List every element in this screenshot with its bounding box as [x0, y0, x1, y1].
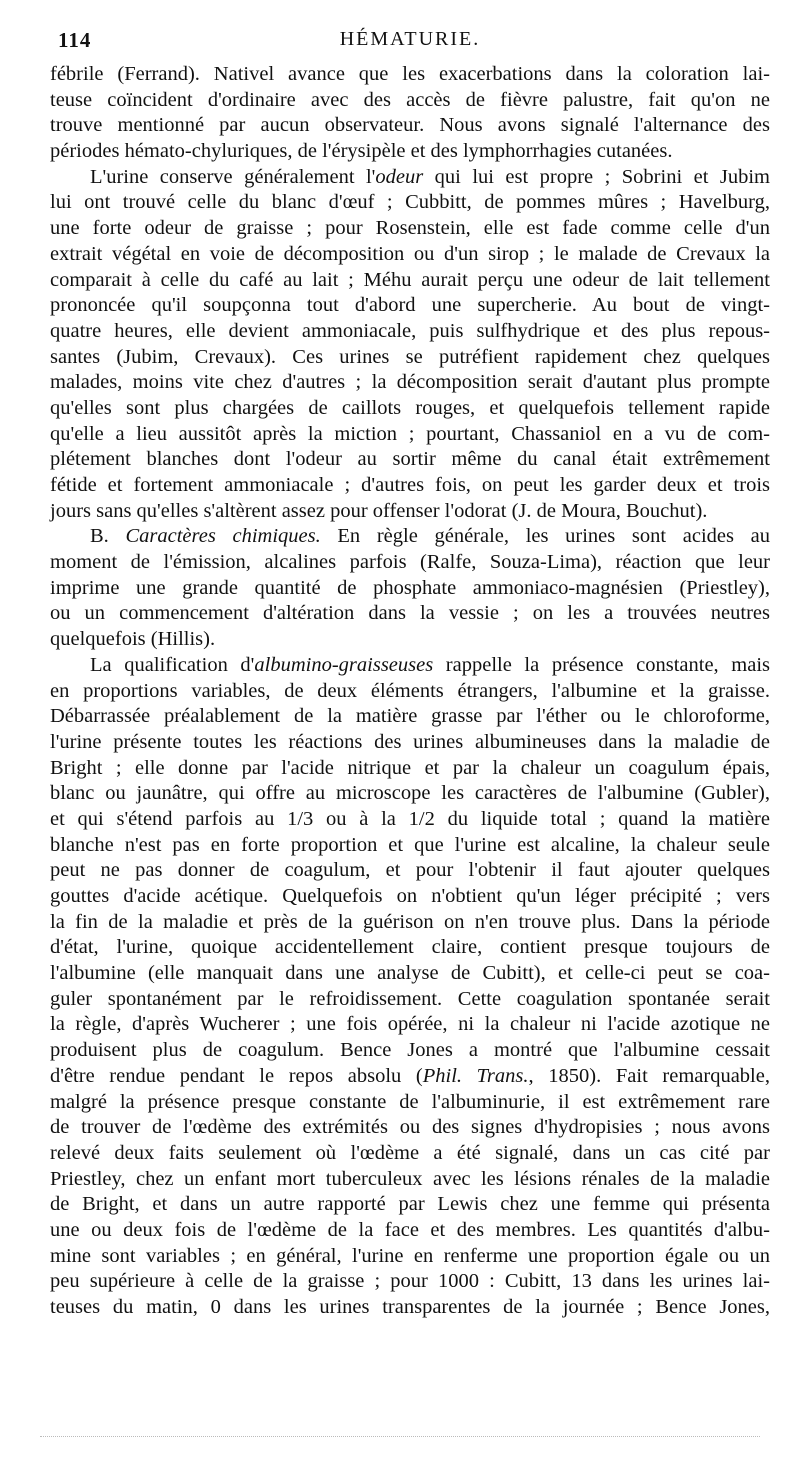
text-line — [50, 1244, 770, 1270]
line-text: d'être rendue pendant le repos absolu ( — [50, 1064, 423, 1087]
text-line — [50, 473, 770, 499]
line-text: peut ne pas donner de coagulum, et pour l'obtenir il faut ajouter quelques — [50, 859, 770, 882]
line-text: prononcée qu'il soupçonna tout d'abord une supercherie. Au bout de vingt- — [50, 294, 770, 317]
text-line — [50, 1141, 770, 1167]
italic-text: albumino-graisseuses — [254, 653, 434, 676]
line-text: fébrile (Ferrand). Nativel avance que les exacerbations dans la coloration lai- — [50, 63, 770, 85]
line-text: malades, moins vite chez d'autres ; la décomposition serait d'autant plus prompte — [50, 371, 770, 394]
text-line — [50, 576, 770, 602]
line-text: jours sans qu'elles s'altèrent assez pour offenser l'odorat (J. de Moura, Bouchut). — [50, 499, 708, 522]
text-line — [50, 1012, 770, 1038]
text-line — [50, 113, 770, 139]
line-text: qu'elles sont plus chargées de caillots rouges, et quelquefois tellement rapide — [50, 396, 770, 419]
italic-text: Phil. Trans. — [422, 1064, 529, 1087]
line-text: de Bright, et dans un autre rapporté par Lewis chez une femme qui présenta — [50, 1193, 770, 1216]
line-text: santes (Jubim, Crevaux). Ces urines se putréfient rapidement chez quelques — [50, 345, 770, 368]
line-text: de trouver de l'œdème des extrémités ou des signes d'hydropisies ; nous avons — [50, 1116, 770, 1139]
line-text: plétement blanches dont l'odeur au sortir même du canal était extrêmement — [50, 448, 770, 471]
line-text: malgré la présence presque constante de l'albuminurie, il est extrêmement rare — [50, 1090, 770, 1113]
text-line — [50, 704, 770, 730]
line-text: blanche n'est pas en forte proportion et que l'urine est alcaline, la chaleur seule — [50, 833, 770, 856]
line-text: moment de l'émission, alcalines parfois (Ralfe, Souza-Lima), réaction que leur — [50, 551, 770, 574]
text-line — [50, 62, 770, 88]
text-line — [50, 807, 770, 833]
line-text: teuses du matin, 0 dans les urines transparentes de la journée ; Bence Jones, — [50, 1296, 770, 1318]
line-text: mine sont variables ; en général, l'urine en renferme une proportion égale ou un — [50, 1244, 770, 1267]
text-line — [50, 550, 770, 576]
line-text: relevé deux faits seulement où l'œdème a été signalé, dans un cas cité par — [50, 1141, 770, 1164]
line-text: qu'elle a lieu aussitôt après la miction ; pourtant, Chassaniol en a vu de com- — [50, 422, 770, 445]
line-text: rappelle la présence constante, mais — [433, 653, 770, 676]
text-line — [50, 216, 770, 242]
text-line — [50, 601, 770, 627]
line-text: imprime une grande quantité de phosphate ammoniaco-magnésien (Priestley), — [50, 576, 770, 599]
line-text: qui lui est propre ; Sobrini et Jubim — [423, 165, 770, 188]
line-text: quatre heures, elle devient ammoniacale, puis sulfhydrique et des plus repous- — [50, 319, 770, 342]
text-line — [50, 396, 770, 422]
text-line — [50, 756, 770, 782]
line-text: ou un commencement d'altération dans la vessie ; on les a trouvées neutres — [50, 602, 770, 625]
line-text: d'état, l'urine, quoique accidentellement claire, contient presque toujours de — [50, 936, 770, 959]
text-line — [50, 1295, 770, 1321]
line-text: quelquefois (Hillis). — [50, 628, 216, 651]
text-line — [50, 1090, 770, 1116]
text-line — [50, 422, 770, 448]
text-line — [50, 653, 770, 679]
line-text: produisent plus de coagulum. Bence Jones a montré que l'albumine cessait — [50, 1039, 770, 1062]
text-line — [50, 858, 770, 884]
line-text: l'albumine (elle manquait dans une analyse de Cubitt), et celle-ci peut se coa- — [50, 962, 770, 985]
line-text: , 1850). Fait remarquable, — [528, 1064, 770, 1087]
text-line — [50, 833, 770, 859]
line-text: périodes hémato-chyluriques, de l'érysipèle et des lymphorrhagies cutanées. — [50, 140, 673, 163]
line-text: Débarrassée préalablement de la matière grasse par l'éther ou le chloroforme, — [50, 705, 770, 728]
text-line — [50, 293, 770, 319]
text-line — [50, 935, 770, 961]
text-line — [50, 1115, 770, 1141]
line-text: blanc ou jaunâtre, qui offre au microscope les caractères de l'albumine (Gubler), — [50, 782, 770, 805]
running-title: HÉMATURIE. — [339, 28, 481, 50]
line-text: fétide et fortement ammoniacale ; d'autres fois, on peut les garder deux et trois — [50, 474, 770, 496]
text-line — [50, 345, 770, 371]
line-text: en proportions variables, de deux éléments étrangers, l'albumine et la graisse. — [50, 679, 770, 702]
line-text: une forte odeur de graisse ; pour Rosenstein, elle est fade comme celle d'un — [50, 217, 770, 240]
text-line — [50, 1269, 770, 1295]
line-text: la fin de la maladie et près de la guérison on n'en trouve plus. Dans la période — [50, 910, 770, 933]
text-line — [50, 961, 770, 987]
line-text: Priestley, chez un enfant mort tuberculeux avec les lésions rénales de la maladie — [50, 1167, 770, 1190]
text-line — [50, 499, 770, 525]
italic-text: odeur — [375, 165, 424, 188]
line-text: lui ont trouvé celle du blanc d'œuf ; Cubbitt, de pommes mûres ; Havelburg, — [50, 191, 770, 214]
line-text: En règle générale, les urines sont acides au — [320, 525, 770, 548]
line-text: Bright ; elle donne par l'acide nitrique et par la chaleur un coagulum épais, — [50, 756, 770, 779]
text-line — [50, 730, 770, 756]
text-line — [50, 627, 770, 653]
text-line — [50, 910, 770, 936]
text-line — [50, 242, 770, 268]
footer-rule — [40, 1436, 760, 1437]
line-text: une ou deux fois de l'œdème de la face et des membres. Les quantités d'albu- — [50, 1218, 770, 1241]
line-text: comparait à celle du café au lait ; Méhu aurait perçu une odeur de lait tellement — [50, 268, 770, 291]
line-text: teuse coïncident d'ordinaire avec des accès de fièvre palustre, fait qu'on ne — [50, 88, 770, 111]
text-line — [50, 190, 770, 216]
text-line — [50, 987, 770, 1013]
line-text: la règle, d'après Wucherer ; une fois opérée, ni la chaleur ni l'acide azotique ne — [50, 1013, 770, 1036]
page-number: 114 — [58, 28, 92, 52]
text-line — [50, 1064, 770, 1090]
line-text: et qui s'étend parfois au 1/3 ou à la 1/2 du liquide total ; quand la matière — [50, 807, 770, 830]
text-line — [50, 884, 770, 910]
line-text: gouttes d'acide acétique. Quelquefois on n'obtient qu'un léger précipité ; vers — [50, 885, 770, 907]
line-text: l'urine présente toutes les réactions des urines albumineuses dans la maladie de — [50, 730, 770, 753]
text-line — [50, 524, 770, 550]
italic-text: Caractères chimiques. — [125, 525, 321, 548]
line-text: L'urine conserve généralement l' — [90, 165, 376, 188]
text-line — [50, 268, 770, 294]
text-line — [50, 1218, 770, 1244]
page-header — [50, 28, 770, 56]
text-line — [50, 447, 770, 473]
line-text: extrait végétal en voie de décomposition ou d'un sirop ; le malade de Crevaux la — [50, 242, 770, 265]
text-line — [50, 1038, 770, 1064]
text-line — [50, 319, 770, 345]
text-line — [50, 88, 770, 114]
line-text: La qualification d' — [90, 653, 255, 676]
text-line — [50, 139, 770, 165]
line-text: trouve mentionné par aucun observateur. Nous avons signalé l'alternance des — [50, 114, 770, 137]
body-text — [50, 62, 770, 1321]
text-line — [50, 679, 770, 705]
text-line — [50, 1167, 770, 1193]
text-line — [50, 1192, 770, 1218]
text-line — [50, 165, 770, 191]
text-line — [50, 781, 770, 807]
line-text: peu supérieure à celle de la graisse ; pour 1000 : Cubitt, 13 dans les urines lai- — [50, 1270, 770, 1293]
line-text: B. — [90, 525, 126, 548]
text-line — [50, 370, 770, 396]
line-text: guler spontanément par le refroidissement. Cette coagulation spontanée serait — [50, 987, 770, 1010]
